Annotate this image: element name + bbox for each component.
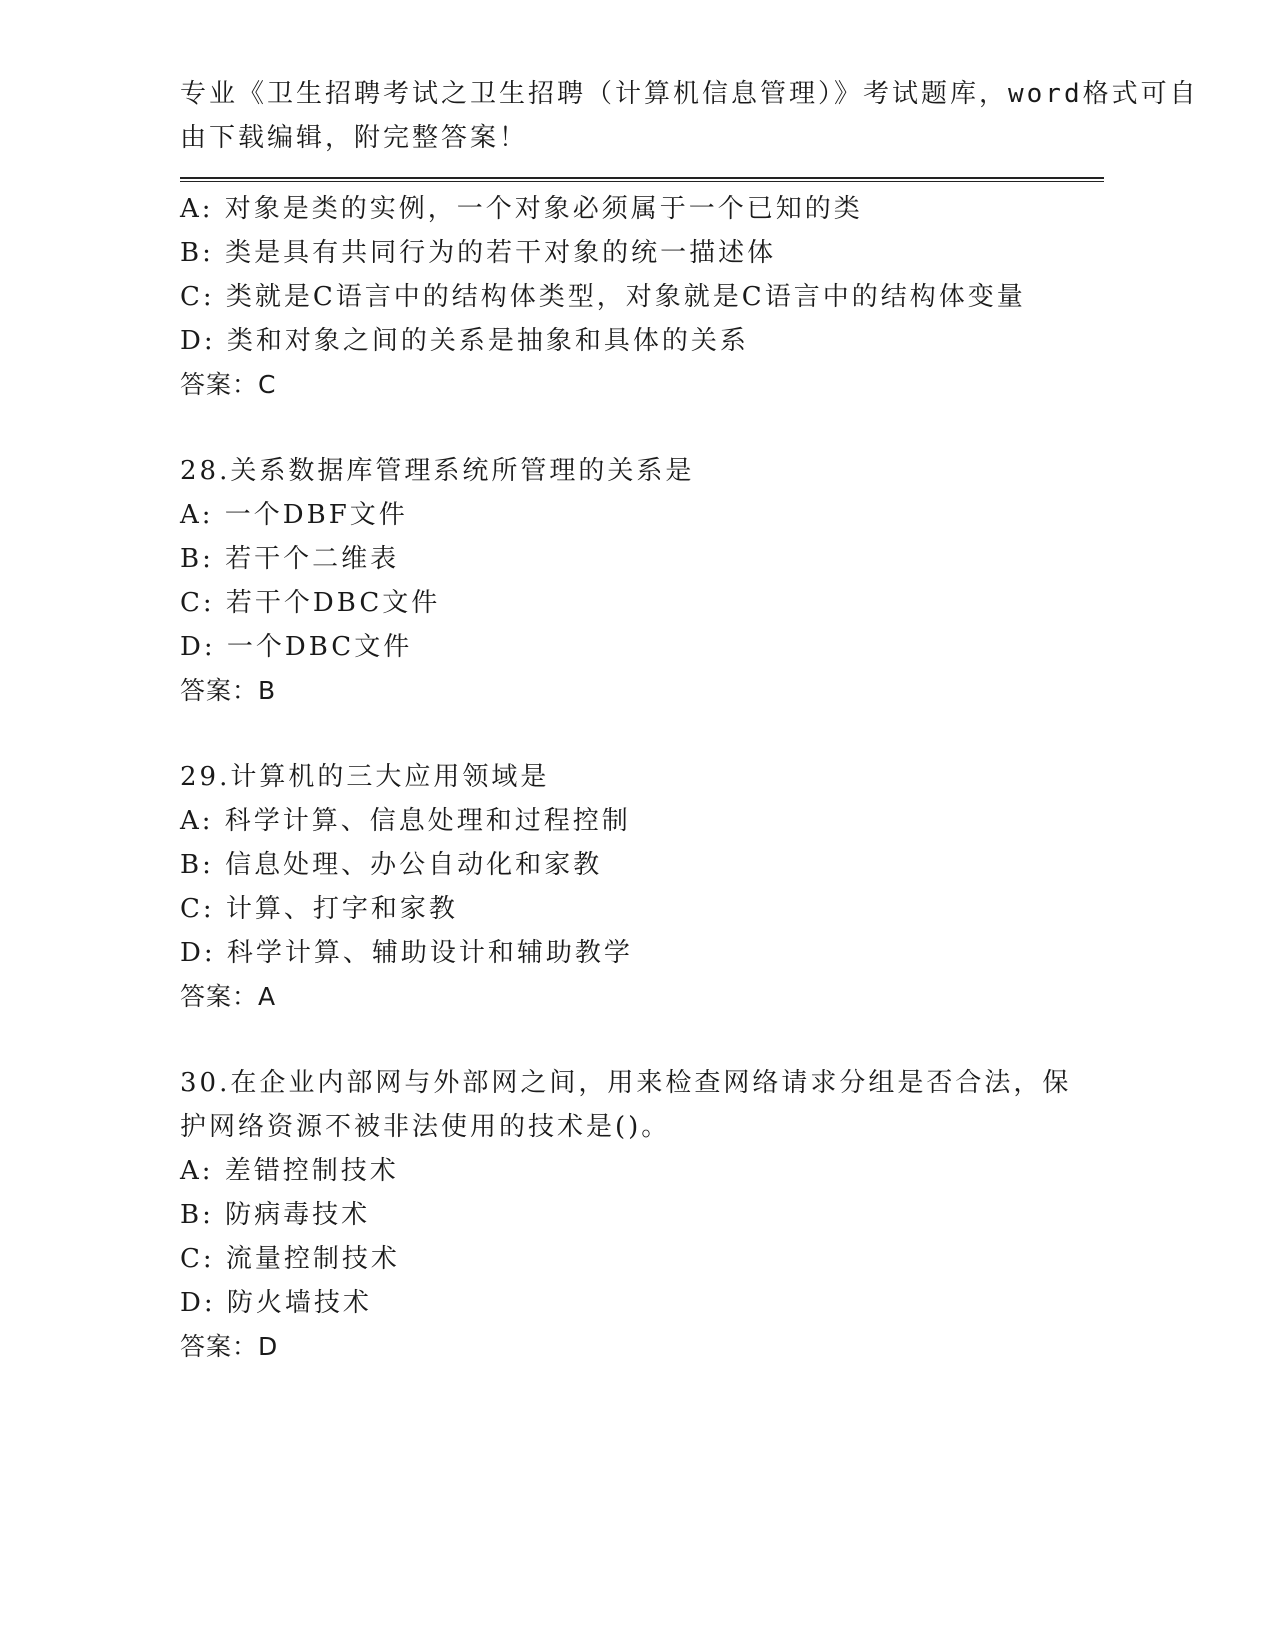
option-a: A: 科学计算、信息处理和过程控制	[180, 806, 631, 836]
answer: 答案：D	[180, 1332, 279, 1361]
question-29	[180, 755, 1080, 1019]
option-d: D: 一个DBC文件	[180, 632, 413, 662]
question-text: 29.计算机的三大应用领域是	[180, 762, 550, 792]
option-d: D: 类和对象之间的关系是抽象和具体的关系	[180, 326, 749, 356]
answer: 答案：B	[180, 676, 277, 705]
question-text: 28.关系数据库管理系统所管理的关系是	[180, 456, 695, 486]
option-c: C: 类就是C语言中的结构体类型，对象就是C语言中的结构体变量	[180, 282, 1026, 312]
question-30	[180, 1061, 1080, 1369]
header-line-1: 专业《卫生招聘考试之卫生招聘（计算机信息管理）》考试题库，word格式可自	[180, 79, 1199, 109]
spacer	[180, 407, 1080, 449]
option-a: A: 一个DBF文件	[180, 500, 408, 530]
spacer	[180, 713, 1080, 755]
answer: 答案：C	[180, 370, 277, 399]
question-text-line-2: 护网络资源不被非法使用的技术是()。	[180, 1112, 671, 1142]
spacer	[180, 1019, 1080, 1061]
option-a: A: 对象是类的实例，一个对象必须属于一个已知的类	[180, 194, 863, 224]
option-d: D: 防火墙技术	[180, 1288, 372, 1318]
question-28	[180, 449, 1080, 713]
answer: 答案：A	[180, 982, 277, 1011]
option-c: C: 若干个DBC文件	[180, 588, 441, 618]
header-line-2: 由下载编辑，附完整答案！	[180, 123, 529, 153]
option-b: B: 类是具有共同行为的若干对象的统一描述体	[180, 238, 777, 268]
question-text-line-1: 30.在企业内部网与外部网之间，用来检查网络请求分组是否合法，保	[180, 1068, 1072, 1098]
option-b: B: 若干个二维表	[180, 544, 400, 574]
option-d: D: 科学计算、辅助设计和辅助教学	[180, 938, 633, 968]
option-c: C: 计算、打字和家教	[180, 894, 458, 924]
question-27	[180, 187, 1080, 407]
option-c: C: 流量控制技术	[180, 1244, 400, 1274]
option-b: B: 防病毒技术	[180, 1200, 371, 1230]
header-divider	[180, 177, 1104, 182]
question-list	[180, 187, 1080, 1369]
document-header	[180, 72, 1199, 160]
option-b: B: 信息处理、办公自动化和家教	[180, 850, 603, 880]
option-a: A: 差错控制技术	[180, 1156, 399, 1186]
